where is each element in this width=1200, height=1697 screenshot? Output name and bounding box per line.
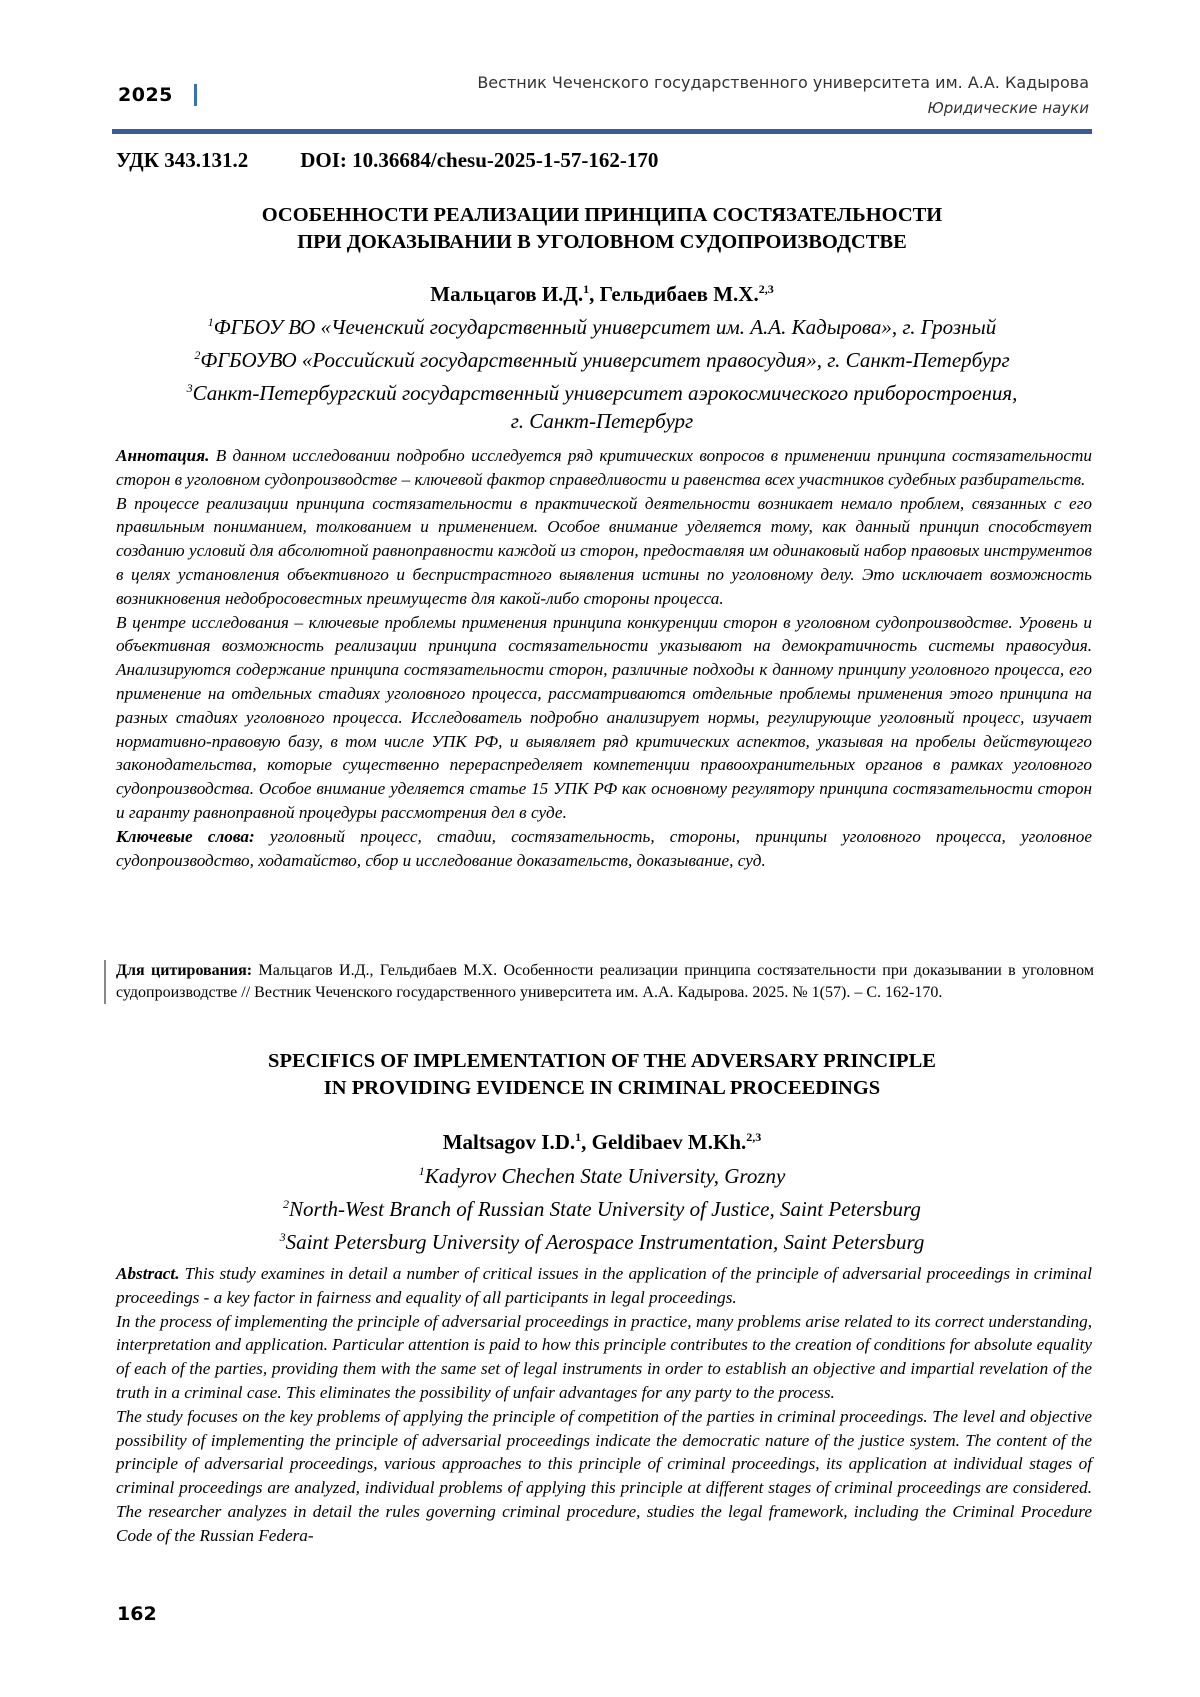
- affiliations-ru: [112, 308, 1092, 435]
- article-title-en: [112, 1048, 1092, 1102]
- abstract-ru-p1: [116, 444, 1092, 492]
- keywords-ru-label: Ключевые слова:: [116, 827, 255, 846]
- affiliation-ru-2-sup: 2: [194, 348, 200, 362]
- abstract-en-p2: In the process of implementing the principle of adversarial proceedings in practice, many problems arise related to its correct understanding, interpretation and application. Particular attention is paid to how this principle contributes to the creation of conditions for absolute equality of each of the parties, providing them with the same set of legal instruments in order to establish an objective and impartial revelation of the truth in a criminal case. This eliminates the possibility of unfair advantages for any party to the process.: [116, 1310, 1092, 1405]
- citation-block: [104, 960, 1094, 1004]
- udk-code: УДК 343.131.2: [116, 148, 248, 172]
- keywords-ru-text: уголовный процесс, стадии, состязательность, стороны, принципы уголовного процесса, уголовное судопроизводство, ходатайство, сбор и исследование доказательств, доказывание, суд.: [116, 827, 1092, 870]
- author-1-ru: Мальцагов И.Д.: [430, 282, 583, 306]
- affiliation-ru-1: [112, 308, 1092, 341]
- journal-page: [0, 0, 1200, 1697]
- title-ru-line-1: ОСОБЕННОСТИ РЕАЛИЗАЦИИ ПРИНЦИПА СОСТЯЗАТЕЛЬНОСТИ: [112, 202, 1092, 229]
- abstract-en-p3: The study focuses on the key problems of applying the principle of competition of the parties in criminal proceedings. The level and objective possibility of implementing the principle of adversarial proceedings indicate the democratic nature of the justice system. The content of the principle of adversarial proceedings, various approaches to this principle of criminal proceedings, its application at individual stages of criminal proceedings are analyzed, individual problems of applying this principle at different stages of criminal proceedings are considered. The researcher analyzes in detail the rules governing criminal procedure, studies the legal framework, including the Criminal Procedure Code of the Russian Federa-: [116, 1405, 1092, 1548]
- header-divider-bar: [194, 84, 197, 106]
- affiliation-en-1: [112, 1157, 1092, 1190]
- affiliation-en-2: [112, 1190, 1092, 1223]
- authors-ru-separator: ,: [589, 282, 600, 306]
- abstract-en-p1: [116, 1262, 1092, 1310]
- affiliation-en-3: [112, 1223, 1092, 1256]
- header-year: 2025: [118, 84, 173, 106]
- title-en-line-2: IN PROVIDING EVIDENCE IN CRIMINAL PROCEEDINGS: [112, 1075, 1092, 1102]
- author-2-ru: Гельдибаев М.Х.: [600, 282, 759, 306]
- page-number: 162: [117, 1603, 157, 1625]
- abstract-ru-p3: В центре исследования – ключевые проблемы применения принципа конкуренции сторон в уголовном судопроизводстве. Уровень и объективная возможность реализации принципа состязательности указывают на демократичность системы правосудия. Анализируются содержание принципа состязательности сторон, различные подходы к данному принципу уголовного процесса, его применение на отдельных стадиях уголовного процесса, рассматриваются отдельные проблемы применения этого принципа на разных стадиях уголовного процесса. Исследователь подробно анализирует нормы, регулирующие уголовный процесс, изучает нормативно-правовую базу, в том числе УПК РФ, и выявляет ряд критических аспектов, указывая на пробелы действующего законодательства, которые существенно перераспределяет компетенции правоохранительных органов в рамках уголовного судопроизводства. Особое внимание уделяется статье 15 УПК РФ как основному регулятору принципа состязательности сторон и гаранту равноправной процедуры рассмотрения дел в суде.: [116, 611, 1092, 825]
- author-1-ru-sup: 1: [583, 282, 589, 296]
- affiliation-ru-1-text: ФГБОУ ВО «Чеченский государственный университет им. А.А. Кадырова», г. Грозный: [214, 315, 996, 339]
- abstract-en: [116, 1262, 1092, 1548]
- keywords-ru: [116, 825, 1092, 873]
- citation-label: Для цитирования:: [116, 962, 252, 979]
- article-title-ru: [112, 202, 1092, 256]
- header-journal-title: Вестник Чеченского государственного университета им. А.А. Кадырова: [477, 73, 1089, 92]
- authors-en-separator: ,: [581, 1130, 592, 1154]
- abstract-en-p1-text: This study examines in detail a number of critical issues in the application of the principle of adversarial proceedings in criminal proceedings - a key factor in fairness and equality of all participants in legal proceedings.: [116, 1264, 1092, 1307]
- title-en-line-1: SPECIFICS OF IMPLEMENTATION OF THE ADVERSARY PRINCIPLE: [112, 1048, 1092, 1075]
- affiliations-en: [112, 1157, 1092, 1256]
- affiliation-en-1-sup: 1: [419, 1164, 425, 1178]
- header-rule: [112, 129, 1092, 134]
- author-2-en: Geldibaev M.Kh.: [592, 1130, 747, 1154]
- affiliation-en-2-sup: 2: [283, 1197, 289, 1211]
- affiliation-ru-2-text: ФГБОУВО «Российский государственный университет правосудия», г. Санкт-Петербург: [200, 348, 1009, 372]
- authors-en: [112, 1130, 1092, 1155]
- affiliation-en-1-text: Kadyrov Chechen State University, Grozny: [425, 1164, 786, 1188]
- citation-text: Мальцагов И.Д., Гельдибаев М.Х. Особенности реализации принципа состязательности при доказывании в уголовном судопроизводстве // Вестник Чеченского государственного университета им. А.А. Кадырова. 2025. № 1(57). – С. 162-170.: [116, 962, 1094, 1001]
- title-ru-line-2: ПРИ ДОКАЗЫВАНИИ В УГОЛОВНОМ СУДОПРОИЗВОДСТВЕ: [112, 229, 1092, 256]
- affiliation-ru-3-sup: 3: [187, 381, 193, 395]
- abstract-ru: [116, 444, 1092, 872]
- author-1-en-sup: 1: [575, 1130, 581, 1144]
- author-2-en-sup: 2,3: [746, 1130, 761, 1144]
- affiliation-ru-1-sup: 1: [208, 315, 214, 329]
- affiliation-ru-2: [112, 341, 1092, 374]
- doi[interactable]: DOI: 10.36684/chesu-2025-1-57-162-170: [300, 148, 658, 172]
- affiliation-ru-3: [112, 374, 1092, 407]
- udk-doi-line: [116, 148, 658, 173]
- affiliation-ru-3-text: Санкт-Петербургский государственный университет аэрокосмического приборостроения,: [193, 381, 1018, 405]
- abstract-en-label: Abstract.: [116, 1264, 180, 1283]
- affiliation-en-3-text: Saint Petersburg University of Aerospace Instrumentation, Saint Petersburg: [286, 1230, 925, 1254]
- author-1-en: Maltsagov I.D.: [443, 1130, 575, 1154]
- affiliation-en-3-sup: 3: [280, 1230, 286, 1244]
- affiliation-en-2-text: North-West Branch of Russian State University of Justice, Saint Petersburg: [289, 1197, 921, 1221]
- abstract-ru-p2: В процессе реализации принципа состязательности в практической деятельности возникает немало проблем, связанных с его правильным пониманием, толкованием и применением. Особое внимание уделяется тому, как данный принцип способствует созданию условий для абсолютной равноправности каждой из сторон, предоставляя им одинаковый набор правовых инструментов в целях установления объективного и беспристрастного выявления истины по уголовному делу. Это исключает возможность возникновения недобросовестных преимуществ для какой-либо стороны процесса.: [116, 492, 1092, 611]
- header-section-name: Юридические науки: [928, 99, 1089, 117]
- authors-ru: [112, 282, 1092, 307]
- abstract-ru-label: Аннотация.: [116, 446, 209, 465]
- author-2-ru-sup: 2,3: [759, 282, 774, 296]
- abstract-ru-p1-text: В данном исследовании подробно исследуется ряд критических вопросов в применении принципа состязательности сторон в уголовном судопроизводстве – ключевой фактор справедливости и равенства всех участников судебных разбирательств.: [116, 446, 1092, 489]
- affiliation-ru-3-cont: г. Санкт-Петербург: [112, 407, 1092, 435]
